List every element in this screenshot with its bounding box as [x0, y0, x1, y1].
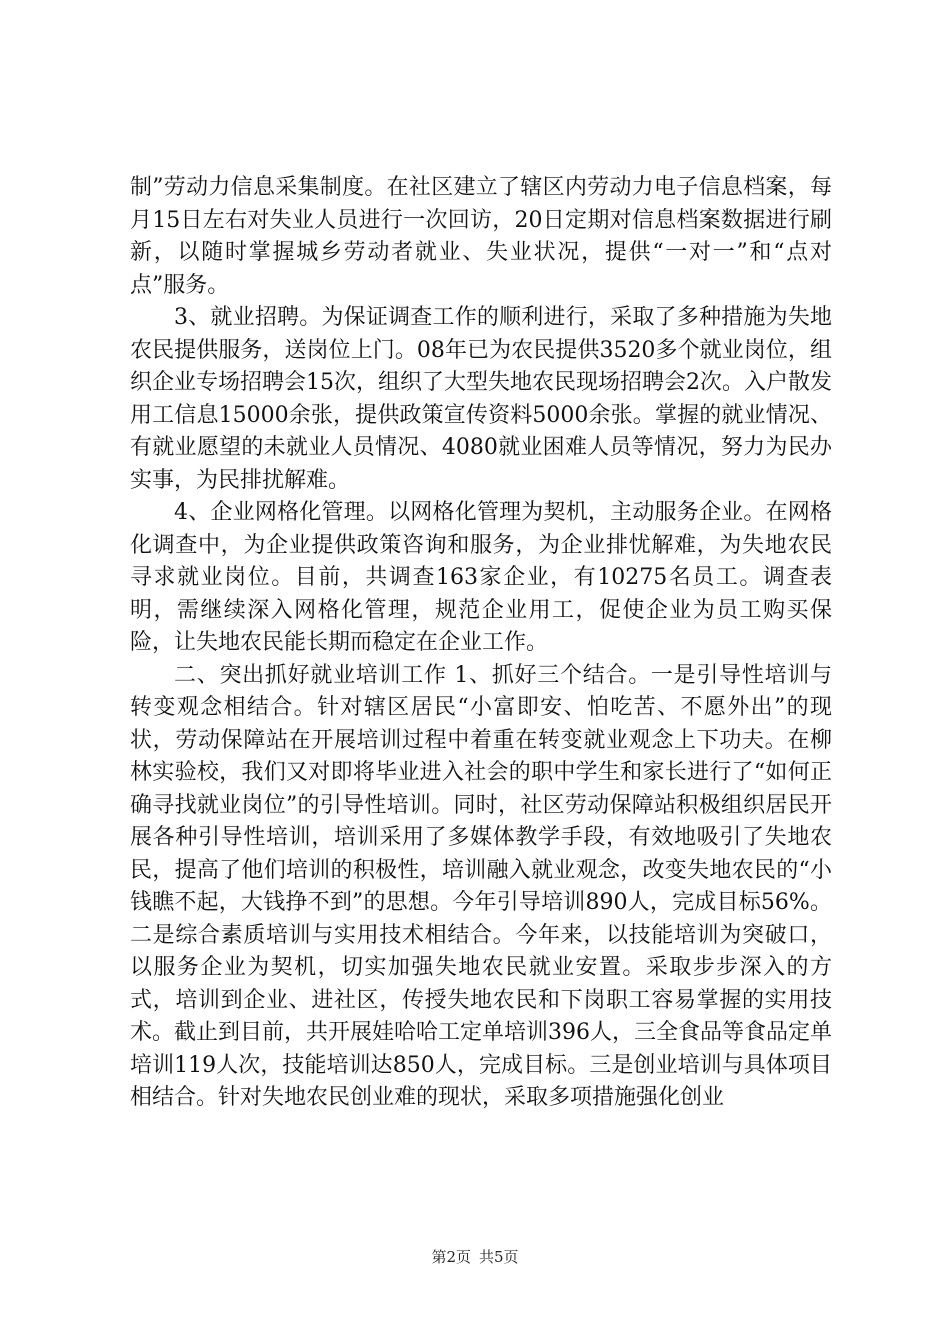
paragraph-4: 二、突出抓好就业培训工作 1、抓好三个结合。一是引导性培训与转变观念相结合。针对辖区居民“小富即安、怕吃苦、不愿外出”的现状，劳动保障站在开展培训过程中着重在转变就业观念上下功夫。在柳林实验校，我们又对即将毕业进入社会的职中学生和家长进行了“如何正确寻找就业岗位”的引导性培训。同时，社区劳动保障站积极组织居民开展各种引导性培训，培训采用了多媒体教学手段，有效地吸引了失地农民，提高了他们培训的积极性，培训融入就业观念，改变失地农民的“小钱瞧不起，大钱挣不到”的思想。今年引导培训890人，完成目标56%。二是综合素质培训与实用技术相结合。今年来，以技能培训为突破口，以服务企业为契机，切实加强失地农民就业安置。采取步步深入的方式，培训到企业、进社区，传授失地农民和下岗职工容易掌握的实用技术。截止到目前，共开展娃哈哈工定单培训396人，三全食品等食品定单培训119人次，技能培训达850人，完成目标。三是创业培训与具体项目相结合。针对失地农民创业难的现状，采取多项措施强化创业 — [130, 662, 832, 1110]
page-footer — [0, 1246, 950, 1267]
page-number: 第2页 — [431, 1248, 471, 1266]
paragraph-1: 制”劳动力信息采集制度。在社区建立了辖区内劳动力电子信息档案，每月15日左右对失业人员进行一次回访，20日定期对信息档案数据进行刷新，以随时掌握城乡劳动者就业、失业状况，提供“一对一”和“点对点”服务。 — [130, 175, 832, 298]
document-body — [130, 172, 832, 1115]
page-total: 共5页 — [479, 1248, 519, 1266]
paragraph-2: 3、就业招聘。为保证调查工作的顺利进行，采取了多种措施为失地农民提供服务，送岗位上门。08年已为农民提供3520多个就业岗位，组织企业专场招聘会15次，组织了大型失地农民现场招聘会2次。入户散发用工信息15000余张，提供政策宣传资料5000余张。掌握的就业情况、有就业愿望的未就业人员情况、4080就业困难人员等情况，努力为民办实事，为民排扰解难。 — [130, 305, 832, 493]
paragraph-3: 4、企业网格化管理。以网格化管理为契机，主动服务企业。在网格化调查中，为企业提供政策咨询和服务，为企业排忧解难，为失地农民寻求就业岗位。目前，共调查163家企业，有10275名员工。调查表明，需继续深入网格化管理，规范企业用工，促使企业为员工购买保险，让失地农民能长期而稳定在企业工作。 — [130, 500, 832, 655]
